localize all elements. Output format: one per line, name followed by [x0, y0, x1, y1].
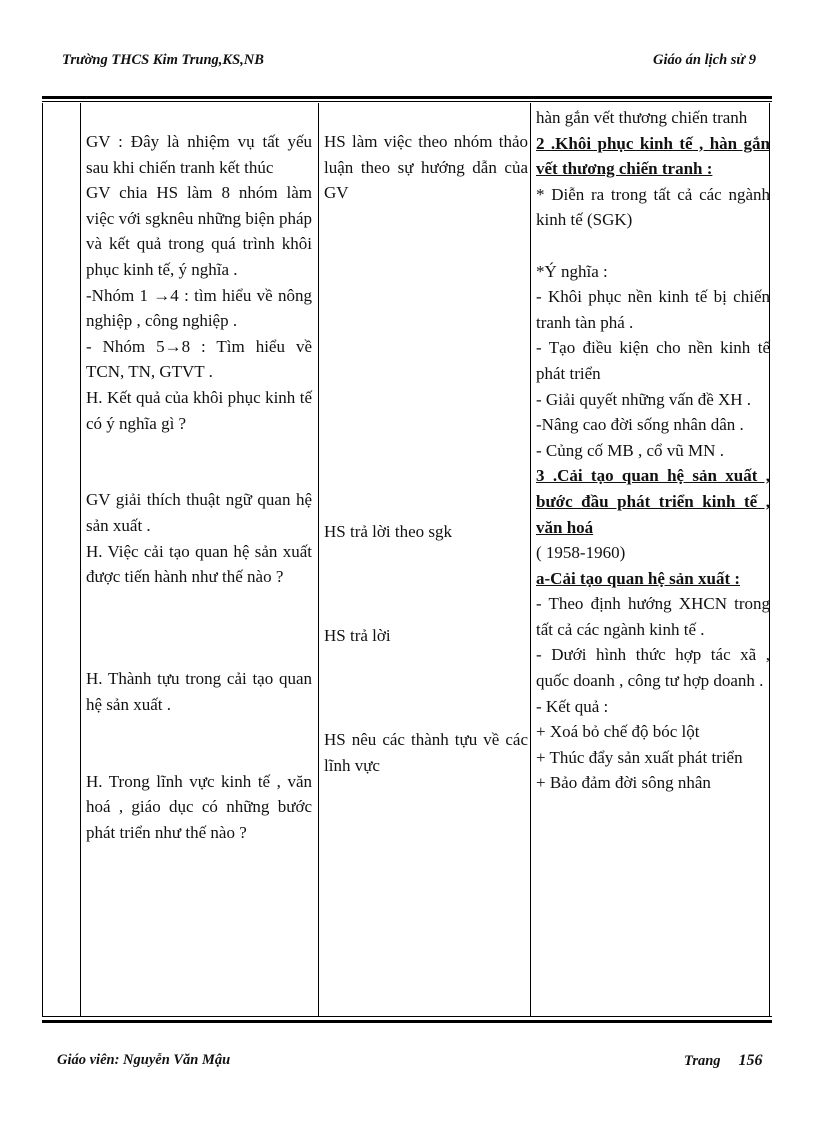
- section-3-title: 3 .Cải tạo quan hệ sản xuất , bước đầu phát triển kinh tế , văn hoá: [536, 466, 770, 537]
- meaning-item: -Nâng cao đời sống nhân dân .: [536, 415, 744, 435]
- page-label: Trang: [684, 1053, 721, 1069]
- teacher-question: H. Việc cải tạo quan hệ sản xuất được tiến hành như thế nào ?: [86, 541, 312, 587]
- meaning-item: - Khôi phục nền kinh tế bị chiến tranh tàn phá .: [536, 287, 770, 332]
- meaning-label: *Ý nghĩa :: [536, 261, 608, 281]
- column-divider-1: [80, 103, 81, 1016]
- section-3-years: ( 1958-1960): [536, 543, 626, 563]
- top-rule-thick: [42, 96, 772, 99]
- header-doc-title: Giáo án lịch sử 9: [653, 52, 756, 68]
- content-intro: hàn gắn vết thương chiến tranh: [536, 108, 748, 127]
- bottom-rule-thin: [42, 1016, 772, 1017]
- student-activity: HS nêu các thành tựu về các lĩnh vực: [324, 730, 528, 775]
- subsection-a-item: + Bảo đảm đời sông nhân: [536, 773, 711, 793]
- content-column: [536, 105, 770, 796]
- column-divider-3: [530, 103, 531, 1016]
- meaning-item: - Giải quyết những vấn đề XH .: [536, 389, 752, 409]
- subsection-a-title: a-Cải tạo quan hệ sản xuất :: [536, 568, 741, 588]
- meaning-item: - Tạo điều kiện cho nền kinh tế phát triển: [536, 338, 770, 383]
- teacher-question: H. Trong lĩnh vực kinh tế , văn hoá , giáo dục có những bước phát triển như thế nào ?: [86, 771, 312, 843]
- header-school: Trường THCS Kim Trung,KS,NB: [62, 52, 264, 68]
- subsection-a-item: - Theo định hướng XHCN trong tất cả các ngành kinh tế .: [536, 594, 770, 639]
- bottom-rule-thick: [42, 1020, 772, 1023]
- teacher-question: H. Thành tựu trong cải tạo quan hệ sản xuất .: [86, 669, 312, 715]
- meaning-item: - Củng cố MB , cổ vũ MN .: [536, 440, 724, 460]
- teacher-text: - Nhóm 5→8 : Tìm hiểu về TCN, TN, GTVT .: [86, 336, 312, 382]
- teacher-activities-column: [86, 129, 312, 846]
- student-activity: HS trả lời theo sgk: [324, 522, 452, 541]
- teacher-text: -Nhóm 1 →4 : tìm hiểu về nông nghiệp , công nghiệp .: [86, 285, 312, 331]
- subsection-a-item: - Dưới hình thức hợp tác xã , quốc doanh , công tư hợp doanh .: [536, 645, 770, 691]
- section-2-title: 2 .Khôi phục kinh tế , hàn gắn vết thương chiến tranh :: [536, 133, 770, 179]
- section-2-scope: * Diễn ra trong tất cả các ngành kinh tế (SGK): [536, 184, 770, 230]
- teacher-text: GV giải thích thuật ngữ quan hệ sản xuất .: [86, 490, 312, 535]
- teacher-question: H. Kết quả của khôi phục kinh tế có ý nghĩa gì ?: [86, 387, 312, 433]
- subsection-a-item: + Thúc đẩy sản xuất phát triển: [536, 747, 743, 767]
- page-number: 156: [738, 1052, 763, 1069]
- subsection-a-item: + Xoá bỏ chế độ bóc lột: [536, 722, 700, 742]
- subsection-a-item: - Kết quả :: [536, 696, 609, 716]
- footer-teacher: Giáo viên: Nguyễn Văn Mậu: [57, 1052, 231, 1068]
- teacher-text: GV : Đây là nhiệm vụ tất yếu sau khi chiến tranh kết thúc: [86, 132, 312, 177]
- footer-page: [684, 1052, 763, 1070]
- top-rule-thin: [42, 101, 772, 102]
- student-activity: HS trả lời: [324, 626, 391, 645]
- student-activity: HS làm việc theo nhóm thảo luận theo sự hướng dẫn của GV: [324, 132, 528, 203]
- column-divider-2: [318, 103, 319, 1016]
- teacher-text: GV chia HS làm 8 nhóm làm việc với sgknêu những biện pháp và kết quả trong quá trình khôi phục kinh tế, ý nghĩa .: [86, 183, 312, 279]
